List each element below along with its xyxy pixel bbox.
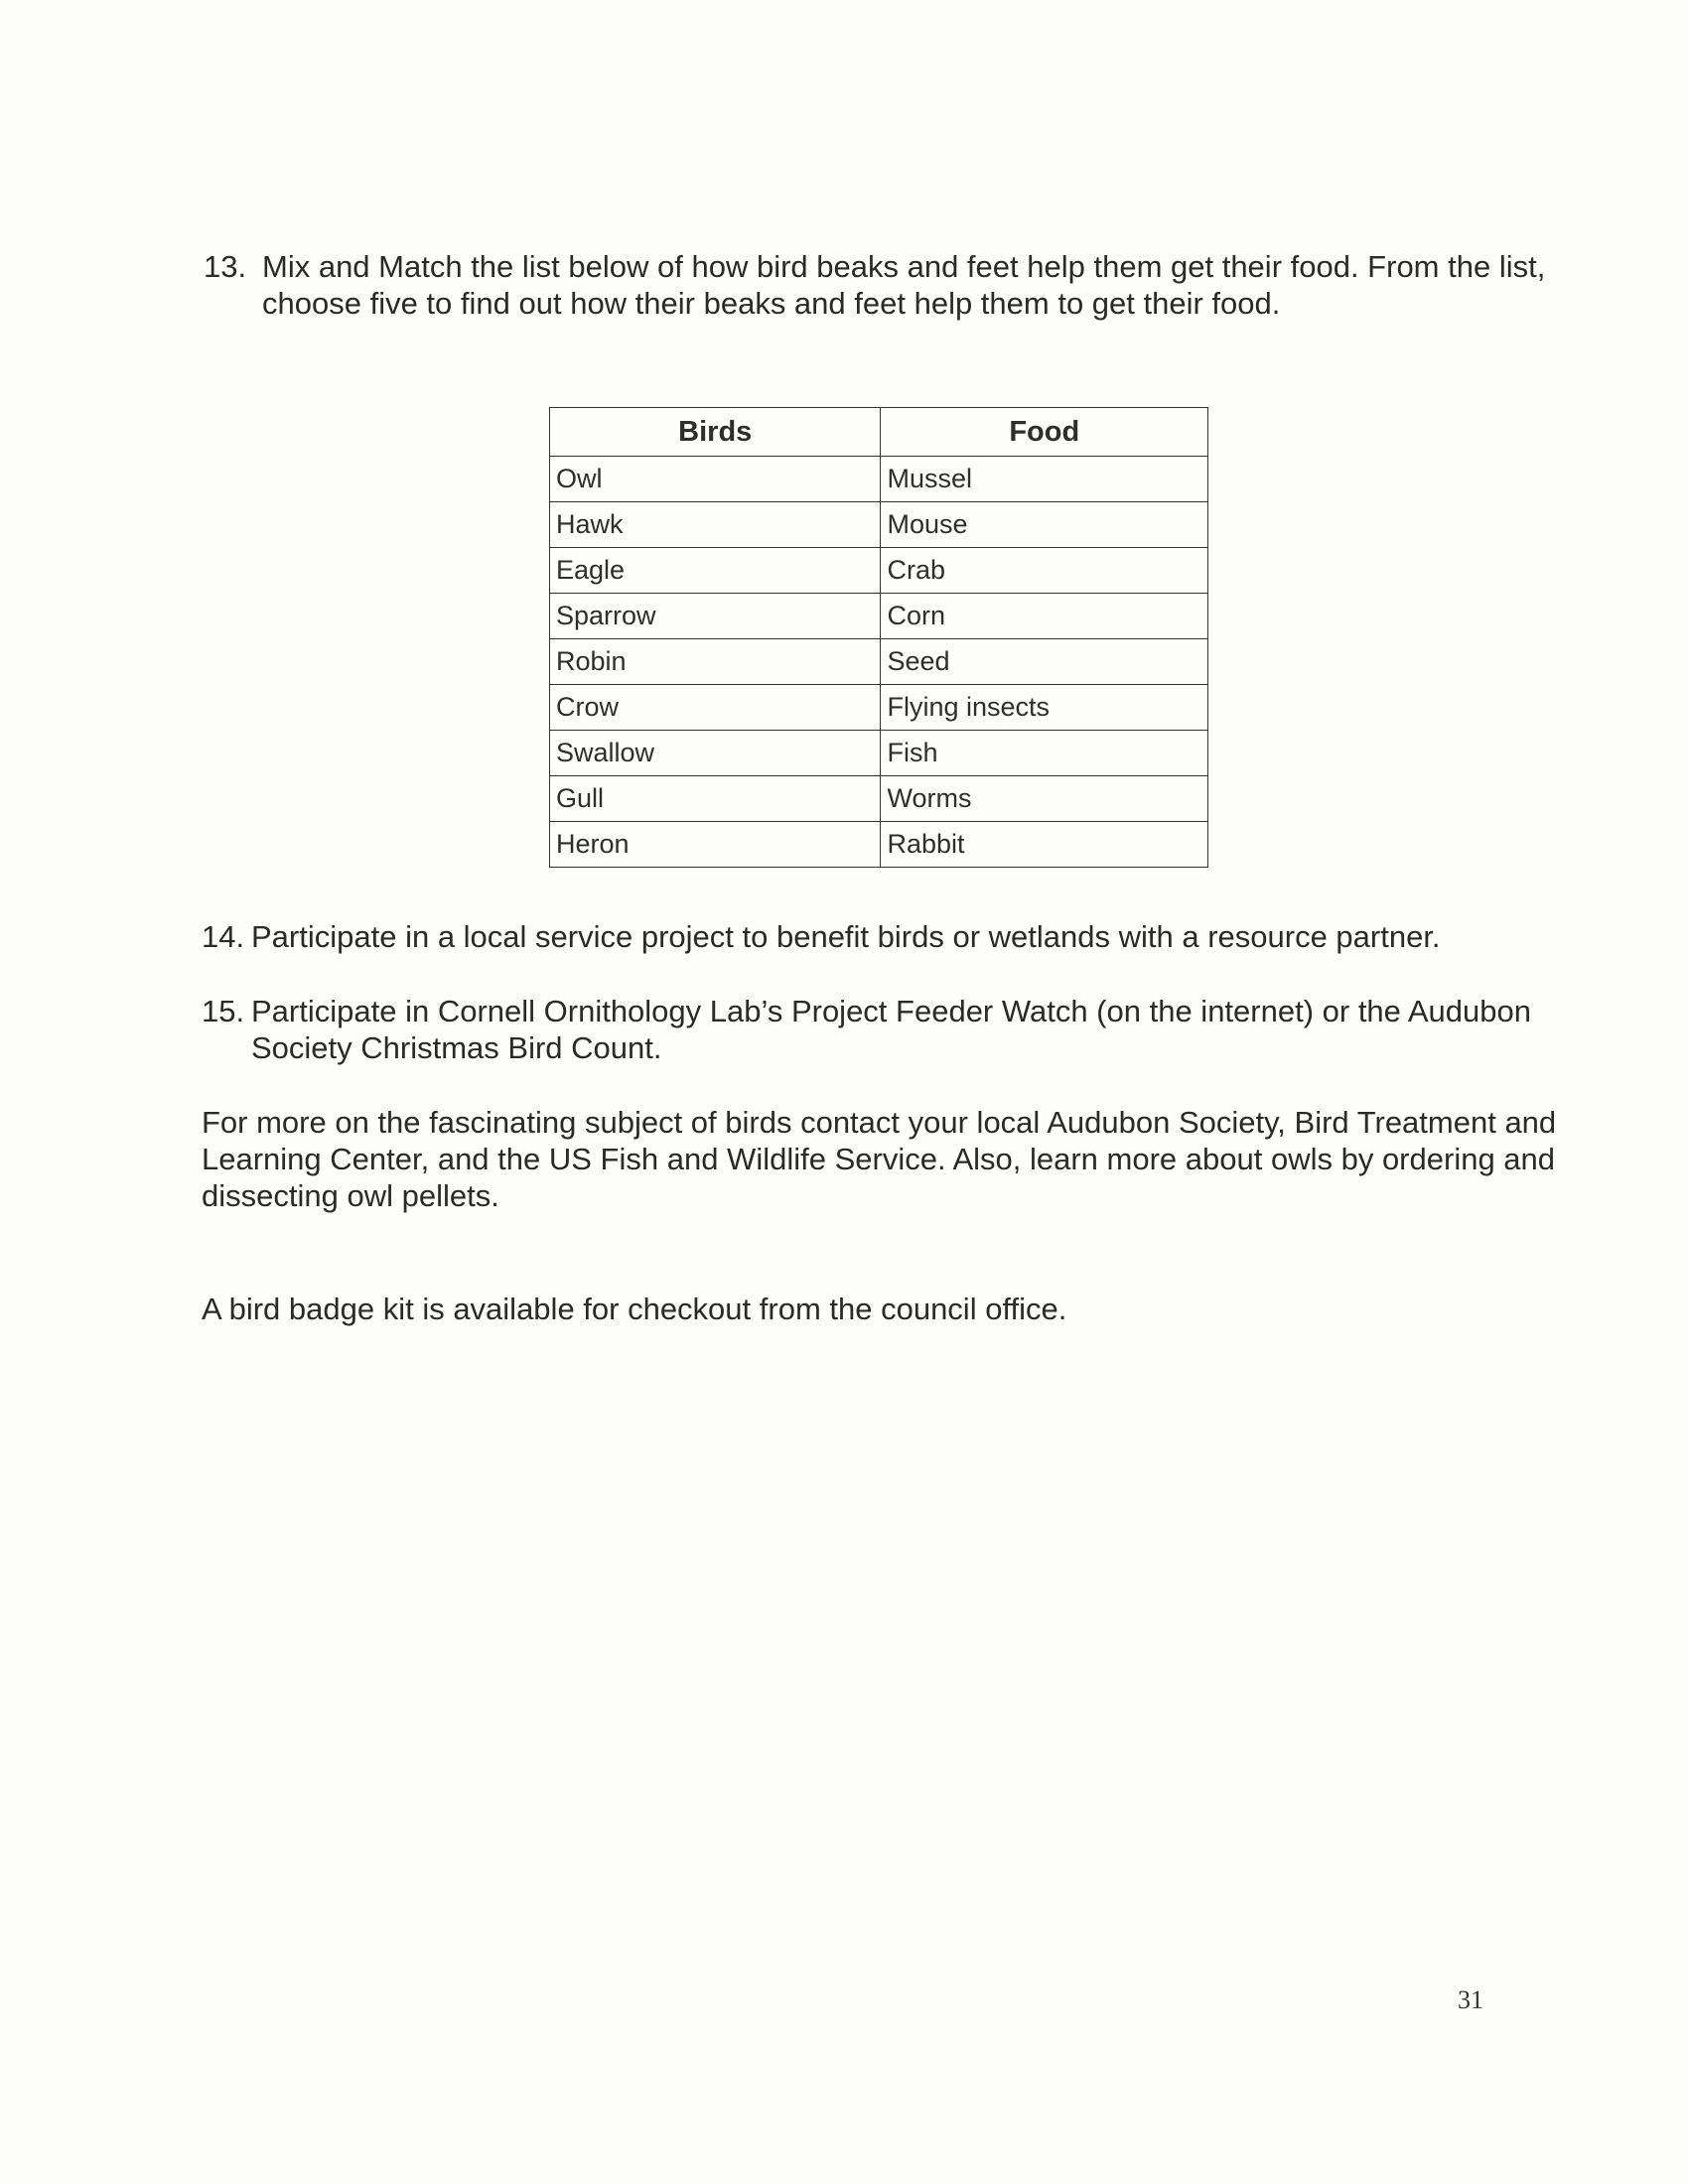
table-row [550,639,1208,685]
food-cell: Worms [881,776,1208,822]
bird-cell: Robin [550,639,881,685]
table-header-row [550,408,1208,457]
item-text: Participate in Cornell Ornithology Lab’s Project Feeder Watch (on the internet) or the Audubon Society Christmas Bird Count. [251,994,1531,1065]
item-number: 15. [202,994,245,1028]
food-cell: Crab [881,548,1208,594]
list-item-14 [202,918,1572,955]
bird-cell: Owl [550,457,881,502]
table-row [550,822,1208,868]
badge-kit-note: A bird badge kit is available for checkout from the council office. [202,1292,1067,1326]
food-cell: Fish [881,731,1208,776]
table-row [550,731,1208,776]
bird-cell: Hawk [550,502,881,548]
table-row [550,776,1208,822]
column-header-birds: Birds [550,408,881,457]
food-cell: Mussel [881,457,1208,502]
item-number: 14. [202,919,245,954]
food-cell: Corn [881,594,1208,639]
list-item-15 [202,993,1572,1066]
birds-food-table [549,407,1208,868]
bird-cell: Crow [550,685,881,731]
table-row [550,594,1208,639]
food-cell: Flying insects [881,685,1208,731]
food-cell: Rabbit [881,822,1208,868]
bird-cell: Sparrow [550,594,881,639]
table-row [550,548,1208,594]
column-header-food: Food [881,408,1208,457]
table-row [550,502,1208,548]
bird-cell: Swallow [550,731,881,776]
table-row [550,457,1208,502]
item-text: Participate in a local service project to benefit birds or wetlands with a resource partner. [251,919,1441,954]
food-cell: Mouse [881,502,1208,548]
page-number: 31 [1458,1985,1483,2014]
item-number: 13. [204,249,247,284]
item-text: Mix and Match the list below of how bird beaks and feet help them get their food. From the list, choose five to find out how their beaks and feet help them to get their food. [262,249,1546,321]
food-cell: Seed [881,639,1208,685]
bird-cell: Heron [550,822,881,868]
closing-paragraph: For more on the fascinating subject of birds contact your local Audubon Society, Bird Treatment and Learning Center, and the US Fish and Wildlife Service. Also, learn more about owls by ordering and dissecting owl pellets. [202,1105,1557,1213]
bird-cell: Eagle [550,548,881,594]
list-item-13 [204,248,1574,322]
bird-cell: Gull [550,776,881,822]
table-row [550,685,1208,731]
